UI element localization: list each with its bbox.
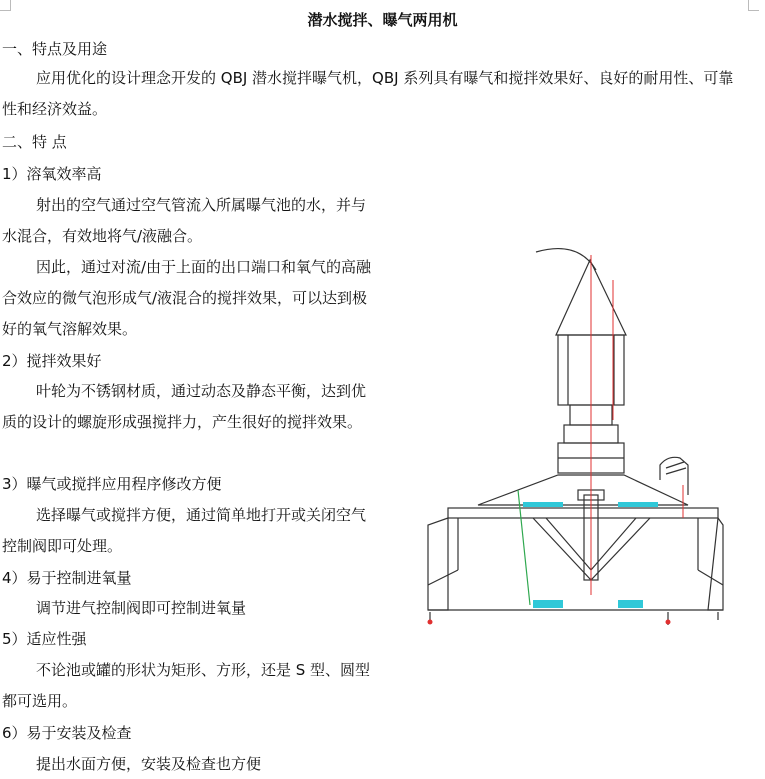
feature-3-paragraph: 选择曝气或搅拌方便，通过简单地打开或关闭空气控制阀即可处理。: [2, 506, 367, 555]
feature-1-heading: 1）溶氧效率高: [2, 165, 102, 183]
air-pipe: [660, 457, 688, 495]
guide-line: [518, 490, 530, 605]
document-title: 潜水搅拌、曝气两用机: [307, 11, 458, 29]
feature-4-heading: 4）易于控制进氧量: [2, 569, 132, 587]
feature-1-paragraph-1: 射出的空气通过空气管流入所属曝气池的水，并与水混合，有效地将气/液融合。: [2, 196, 367, 245]
section-1-body: 应用优化的设计理念开发的 QBJ 潜水搅拌曝气机，QBJ 系列具有曝气和搅拌效果好、良好的耐用性、可靠性和经济效益。: [2, 69, 734, 118]
section-2-heading: 二、特 点: [2, 133, 67, 151]
feature-6-paragraph: 提出水面方便，安装及检查也方便: [36, 755, 262, 773]
feature-1-paragraph-2: 因此，通过对流/由于上面的出口端口和氧气的高融合效应的微气泡形成气/液混合的搅拌效果，可以达到极好的氧气溶解效果。: [2, 258, 372, 338]
aerator-mixer-drawing: [418, 240, 728, 630]
section-1-heading: 一、特点及用途: [2, 40, 108, 58]
feature-6-heading: 6）易于安装及检查: [2, 724, 132, 742]
feature-2-heading: 2）搅拌效果好: [2, 352, 102, 370]
feature-5-heading: 5）适应性强: [2, 630, 87, 648]
feature-4-paragraph: 调节进气控制阀即可控制进氧量: [36, 599, 247, 617]
base-frame: [448, 508, 718, 518]
feature-5-paragraph: 不论池或罐的形状为矩形、方形，还是 S 型、圆型都可选用。: [2, 661, 371, 710]
feature-3-heading: 3）曝气或搅拌应用程序修改方便: [2, 475, 222, 493]
feature-2-paragraph: 叶轮为不锈钢材质，通过动态及静态平衡，达到优质的设计的螺旋形成强搅拌力，产生很好的搅拌效果。: [2, 382, 367, 431]
